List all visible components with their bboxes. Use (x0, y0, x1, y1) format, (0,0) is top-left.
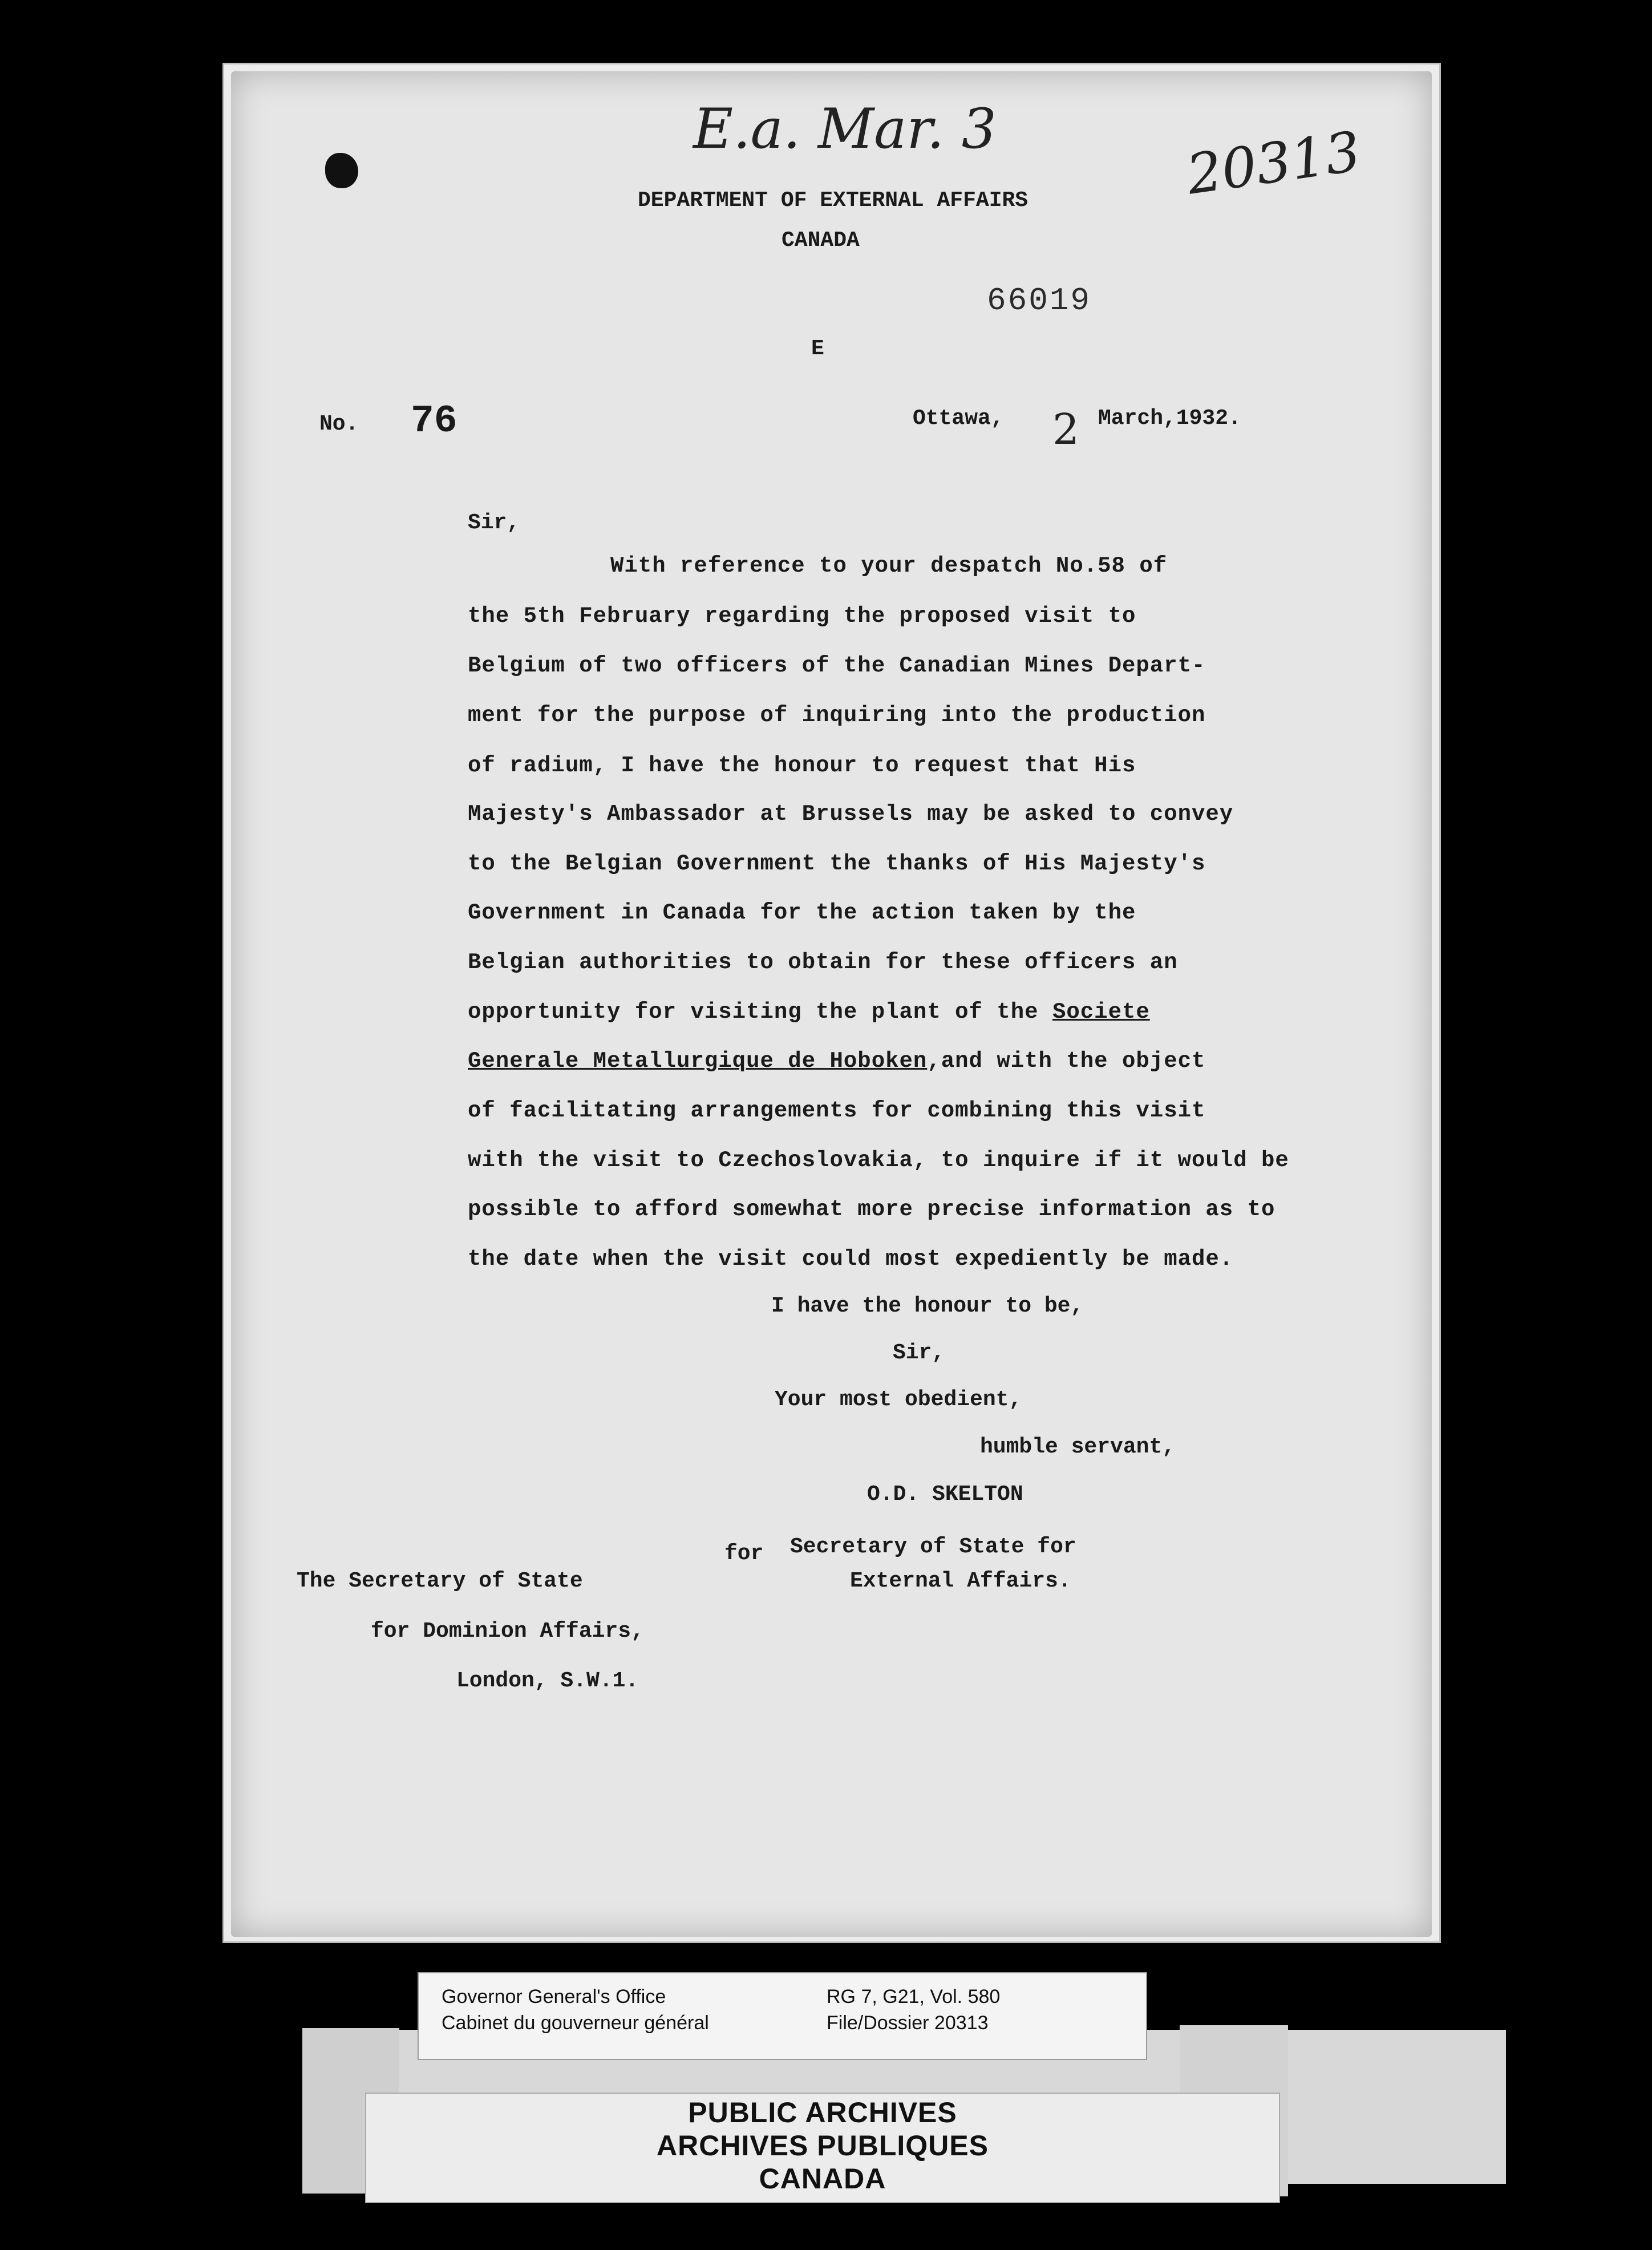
archives-stamp-line-3: CANADA (759, 2163, 886, 2195)
body-line-5: of radium, I have the honour to request that His (468, 753, 1136, 778)
closing-line-1: I have the honour to be, (771, 1294, 1084, 1318)
body-line-8: Government in Canada for the action taken by the (468, 900, 1136, 925)
closing-line-2: Sir, (893, 1341, 945, 1365)
body-line-2: the 5th February regarding the proposed visit to (468, 604, 1136, 629)
salutation: Sir, (468, 511, 520, 535)
body-line-4: ment for the purpose of inquiring into the production (468, 703, 1206, 728)
archives-stamp-line-2: ARCHIVES PUBLIQUES (657, 2130, 989, 2162)
archives-stamp-line-1: PUBLIC ARCHIVES (688, 2097, 957, 2128)
signature-title-2: External Affairs. (850, 1569, 1071, 1593)
ink-blot (325, 153, 358, 188)
addressee-line-3: London, S.W.1. (456, 1669, 639, 1693)
handwritten-date-note: E.a. Mar. 3 (693, 97, 997, 161)
reference-no-label: No. (319, 412, 359, 436)
body-line-15: the date when the visit could most expediently be made. (468, 1247, 1234, 1272)
reference-place: Ottawa, (913, 406, 1004, 431)
letterhead-code: E (811, 337, 824, 361)
signature: O.D. SKELTON (867, 1482, 1023, 1507)
label-file-number: File/Dossier 20313 (827, 2012, 989, 2034)
body-line-10-text: opportunity for visiting the plant of the (468, 999, 1052, 1025)
body-line-11-text: ,and with the object (927, 1049, 1206, 1074)
body-line-3: Belgium of two officers of the Canadian Mines Depart- (468, 653, 1206, 678)
signature-for: for (724, 1541, 764, 1566)
body-line-14: possible to afford somewhat more precise information as to (468, 1197, 1276, 1222)
body-line-9: Belgian authorities to obtain for these officers an (468, 950, 1178, 975)
body-line-13: with the visit to Czechoslovakia, to inquire if it would be (468, 1148, 1289, 1173)
body-line-7: to the Belgian Government the thanks of His Majesty's (468, 851, 1206, 876)
body-line-1: With reference to your despatch No.58 of (610, 553, 1168, 578)
closing-line-4: humble servant, (980, 1435, 1176, 1459)
reference-no-value: 76 (411, 399, 457, 443)
closing-line-3: Your most obedient, (775, 1387, 1022, 1412)
addressee-line-1: The Secretary of State (297, 1569, 583, 1593)
reference-month-year: March,1932. (1098, 406, 1241, 431)
reference-day: 2 (1052, 405, 1080, 454)
handwritten-file-number: 20313 (1183, 119, 1364, 207)
body-line-11 (468, 1049, 1205, 1074)
addressee-line-2: for Dominion Affairs, (371, 1619, 644, 1644)
public-archives-stamp (365, 2093, 1280, 2203)
archive-reference-label (418, 1972, 1147, 2060)
stamp-number: 66019 (987, 282, 1092, 319)
company-name-part-2: Generale Metallurgique de Hoboken (468, 1049, 928, 1074)
label-rg-reference: RG 7, G21, Vol. 580 (827, 1986, 1001, 2008)
label-office-en: Governor General's Office (442, 1986, 666, 2008)
letterhead-country: CANADA (782, 228, 860, 253)
label-office-fr: Cabinet du gouverneur général (442, 2012, 709, 2034)
signature-title-1: Secretary of State for (790, 1535, 1076, 1559)
body-line-10 (468, 999, 1150, 1025)
letterhead-department: DEPARTMENT OF EXTERNAL AFFAIRS (638, 188, 1029, 213)
body-line-6: Majesty's Ambassador at Brussels may be asked to convey (468, 802, 1234, 827)
body-line-12: of facilitating arrangements for combining this visit (468, 1098, 1206, 1123)
company-name-part-1: Societe (1052, 999, 1150, 1025)
